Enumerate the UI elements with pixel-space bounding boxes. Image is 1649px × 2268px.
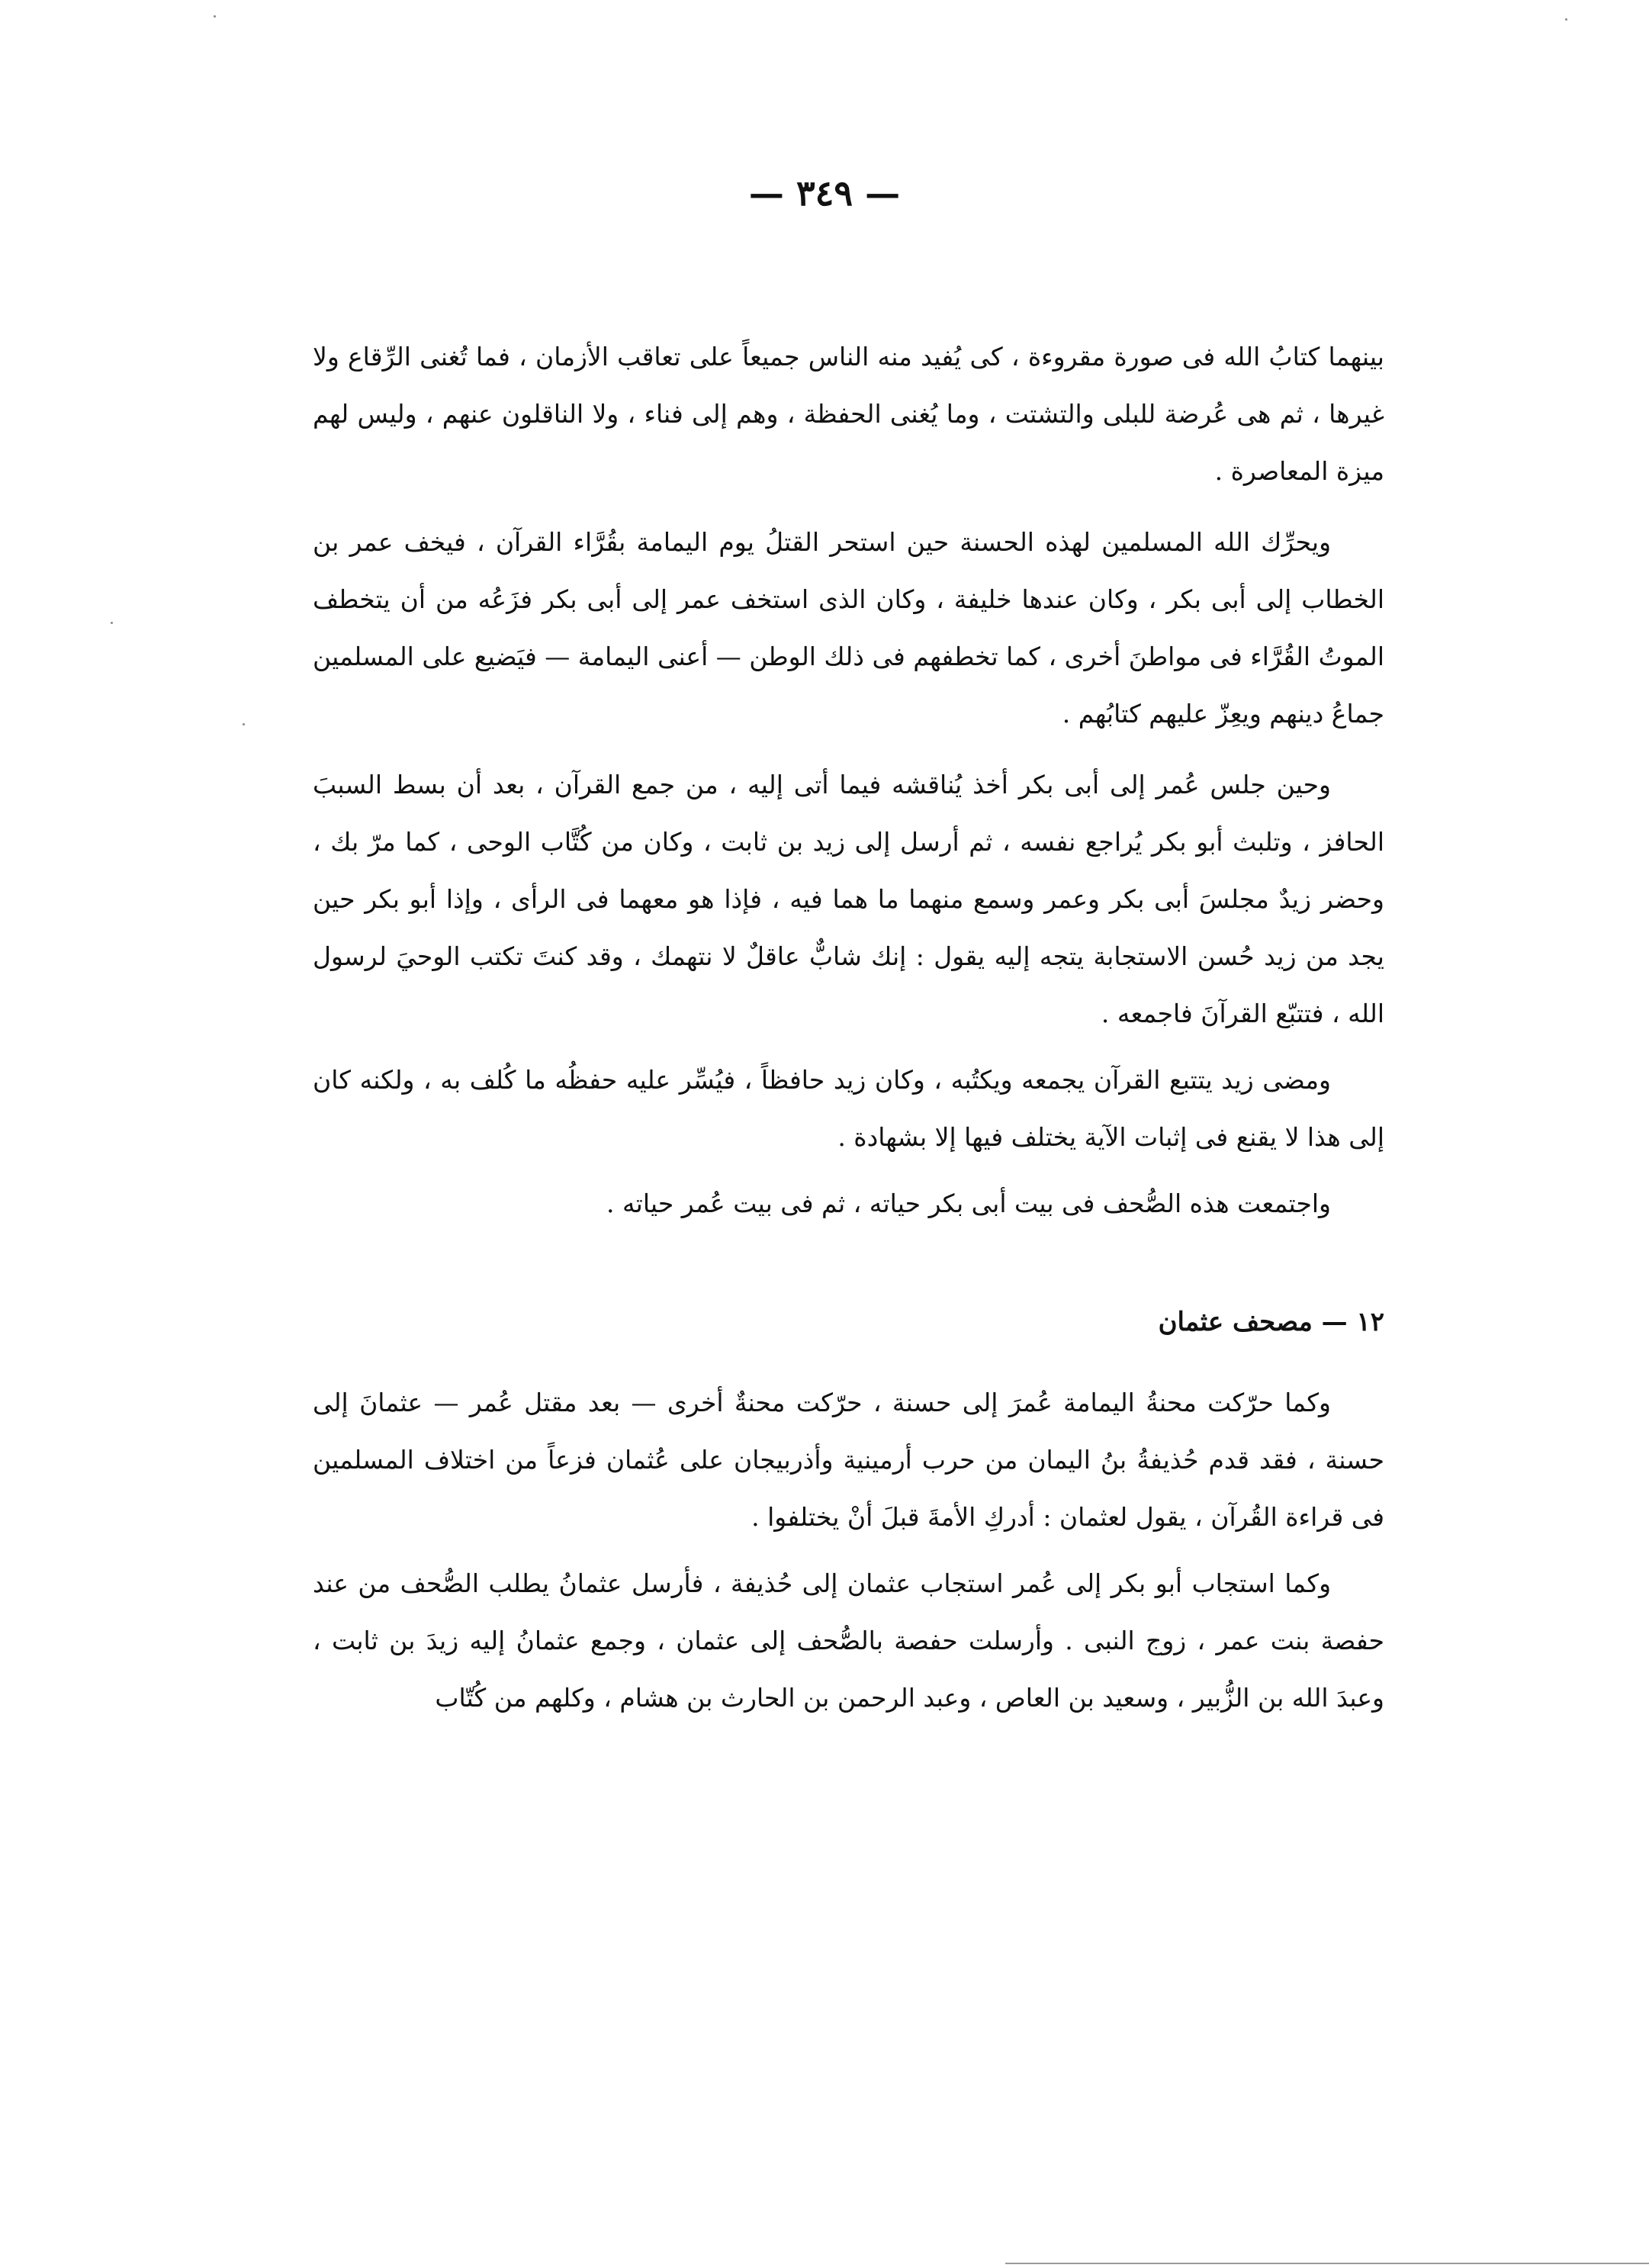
paragraph-4: ومضى زيد يتتبع القرآن يجمعه ويكتُبه ، وكان زيد حافظاً ، فيُسِّر عليه حفظُه ما كُلف به ، ولكنه كان إلى هذا لا يقنع فى إثبات الآية يختلف فيها إلا بشهادة . xyxy=(313,1065,1384,1152)
scan-edge-line xyxy=(1005,2263,1649,2264)
paragraph-6: وكما حرّكت محنةُ اليمامة عُمرَ إلى حسنة ، حرّكت محنةٌ أخرى — بعد مقتل عُمر — عثمانَ إلى حسنة ، فقد قدم حُذيفةُ بنُ اليمان من حرب أرمينية وأذربيجان على عُثمان فزعاً من اختلاف المسلمين فى قراءة القُرآن ، يقول لعثمان : أدركِ الأمةَ قبلَ أنْ يختلفوا . xyxy=(313,1388,1384,1532)
scan-speck xyxy=(243,723,245,725)
page-number: — ٣٤٩ — xyxy=(748,172,901,214)
paragraph-2: ويحرِّك الله المسلمين لهذه الحسنة حين استحر القتلُ يوم اليمامة بقُرَّاء القرآن ، فيخف عمر بن الخطاب إلى أبى بكر ، وكان عندها خليفة ، وكان الذى استخف عمر إلى أبى بكر فزَعُه من أن يتخطف الموتُ القُرَّاء فى مواطنَ أخرى ، كما تخطفهم فى ذلك الوطن — أعنى اليمامة — فيَضيع على المسلمين جماعُ دينهم ويعِزّ عليهم كتابُهم . xyxy=(313,527,1384,729)
paragraph-7: وكما استجاب أبو بكر إلى عُمر استجاب عثمان إلى حُذيفة ، فأرسل عثمانُ يطلب الصُّحف من عند حفصة بنت عمر ، زوج النبى . وأرسلت حفصة بالصُّحف إلى عثمان ، وجمع عثمانُ إليه زيدَ بن ثابت ، وعبدَ الله بن الزُّبير ، وسعيد بن العاص ، وعبد الرحمن بن الحارث بن هشام ، وكلهم من كُتّاب xyxy=(313,1568,1384,1713)
paragraph-1: بينهما كتابُ الله فى صورة مقروءة ، كى يُفيد منه الناس جميعاً على تعاقب الأزمان ، فما تُغنى الرِّقاع ولا غيرها ، ثم هى عُرضة للبلى والتشتت ، وما يُغنى الحفظة ، وهم إلى فناء ، ولا الناقلون عنهم ، وليس لهم ميزة المعاصرة . xyxy=(313,342,1384,486)
section-heading: ١٢ — مصحف عثمان xyxy=(1158,1307,1384,1337)
scan-speck xyxy=(214,15,216,18)
document-body xyxy=(313,328,1384,1726)
paragraph-3: وحين جلس عُمر إلى أبى بكر أخذ يُناقشه فيما أتى إليه ، من جمع القرآن ، بعد أن بسط السببَ الحافز ، وتلبث أبو بكر يُراجع نفسه ، ثم أرسل إلى زيد بن ثابت ، وكان من كُتَّاب الوحى ، كما مرّ بك ، وحضر زيدٌ مجلسَ أبى بكر وعمر وسمع منهما ما هما فيه ، فإذا هو معهما فى الرأى ، وإذا أبو بكر حين يجد من زيد حُسن الاستجابة يتجه إليه يقول : إنك شابٌّ عاقلٌ لا نتهمك ، وقد كنتَ تكتب الوحيَ لرسول الله ، فتتبّع القرآنَ فاجمعه . xyxy=(313,770,1384,1028)
scan-speck xyxy=(111,622,113,624)
scan-speck xyxy=(1565,18,1567,21)
paragraph-5: واجتمعت هذه الصُّحف فى بيت أبى بكر حياته ، ثم فى بيت عُمر حياته . xyxy=(606,1189,1331,1218)
